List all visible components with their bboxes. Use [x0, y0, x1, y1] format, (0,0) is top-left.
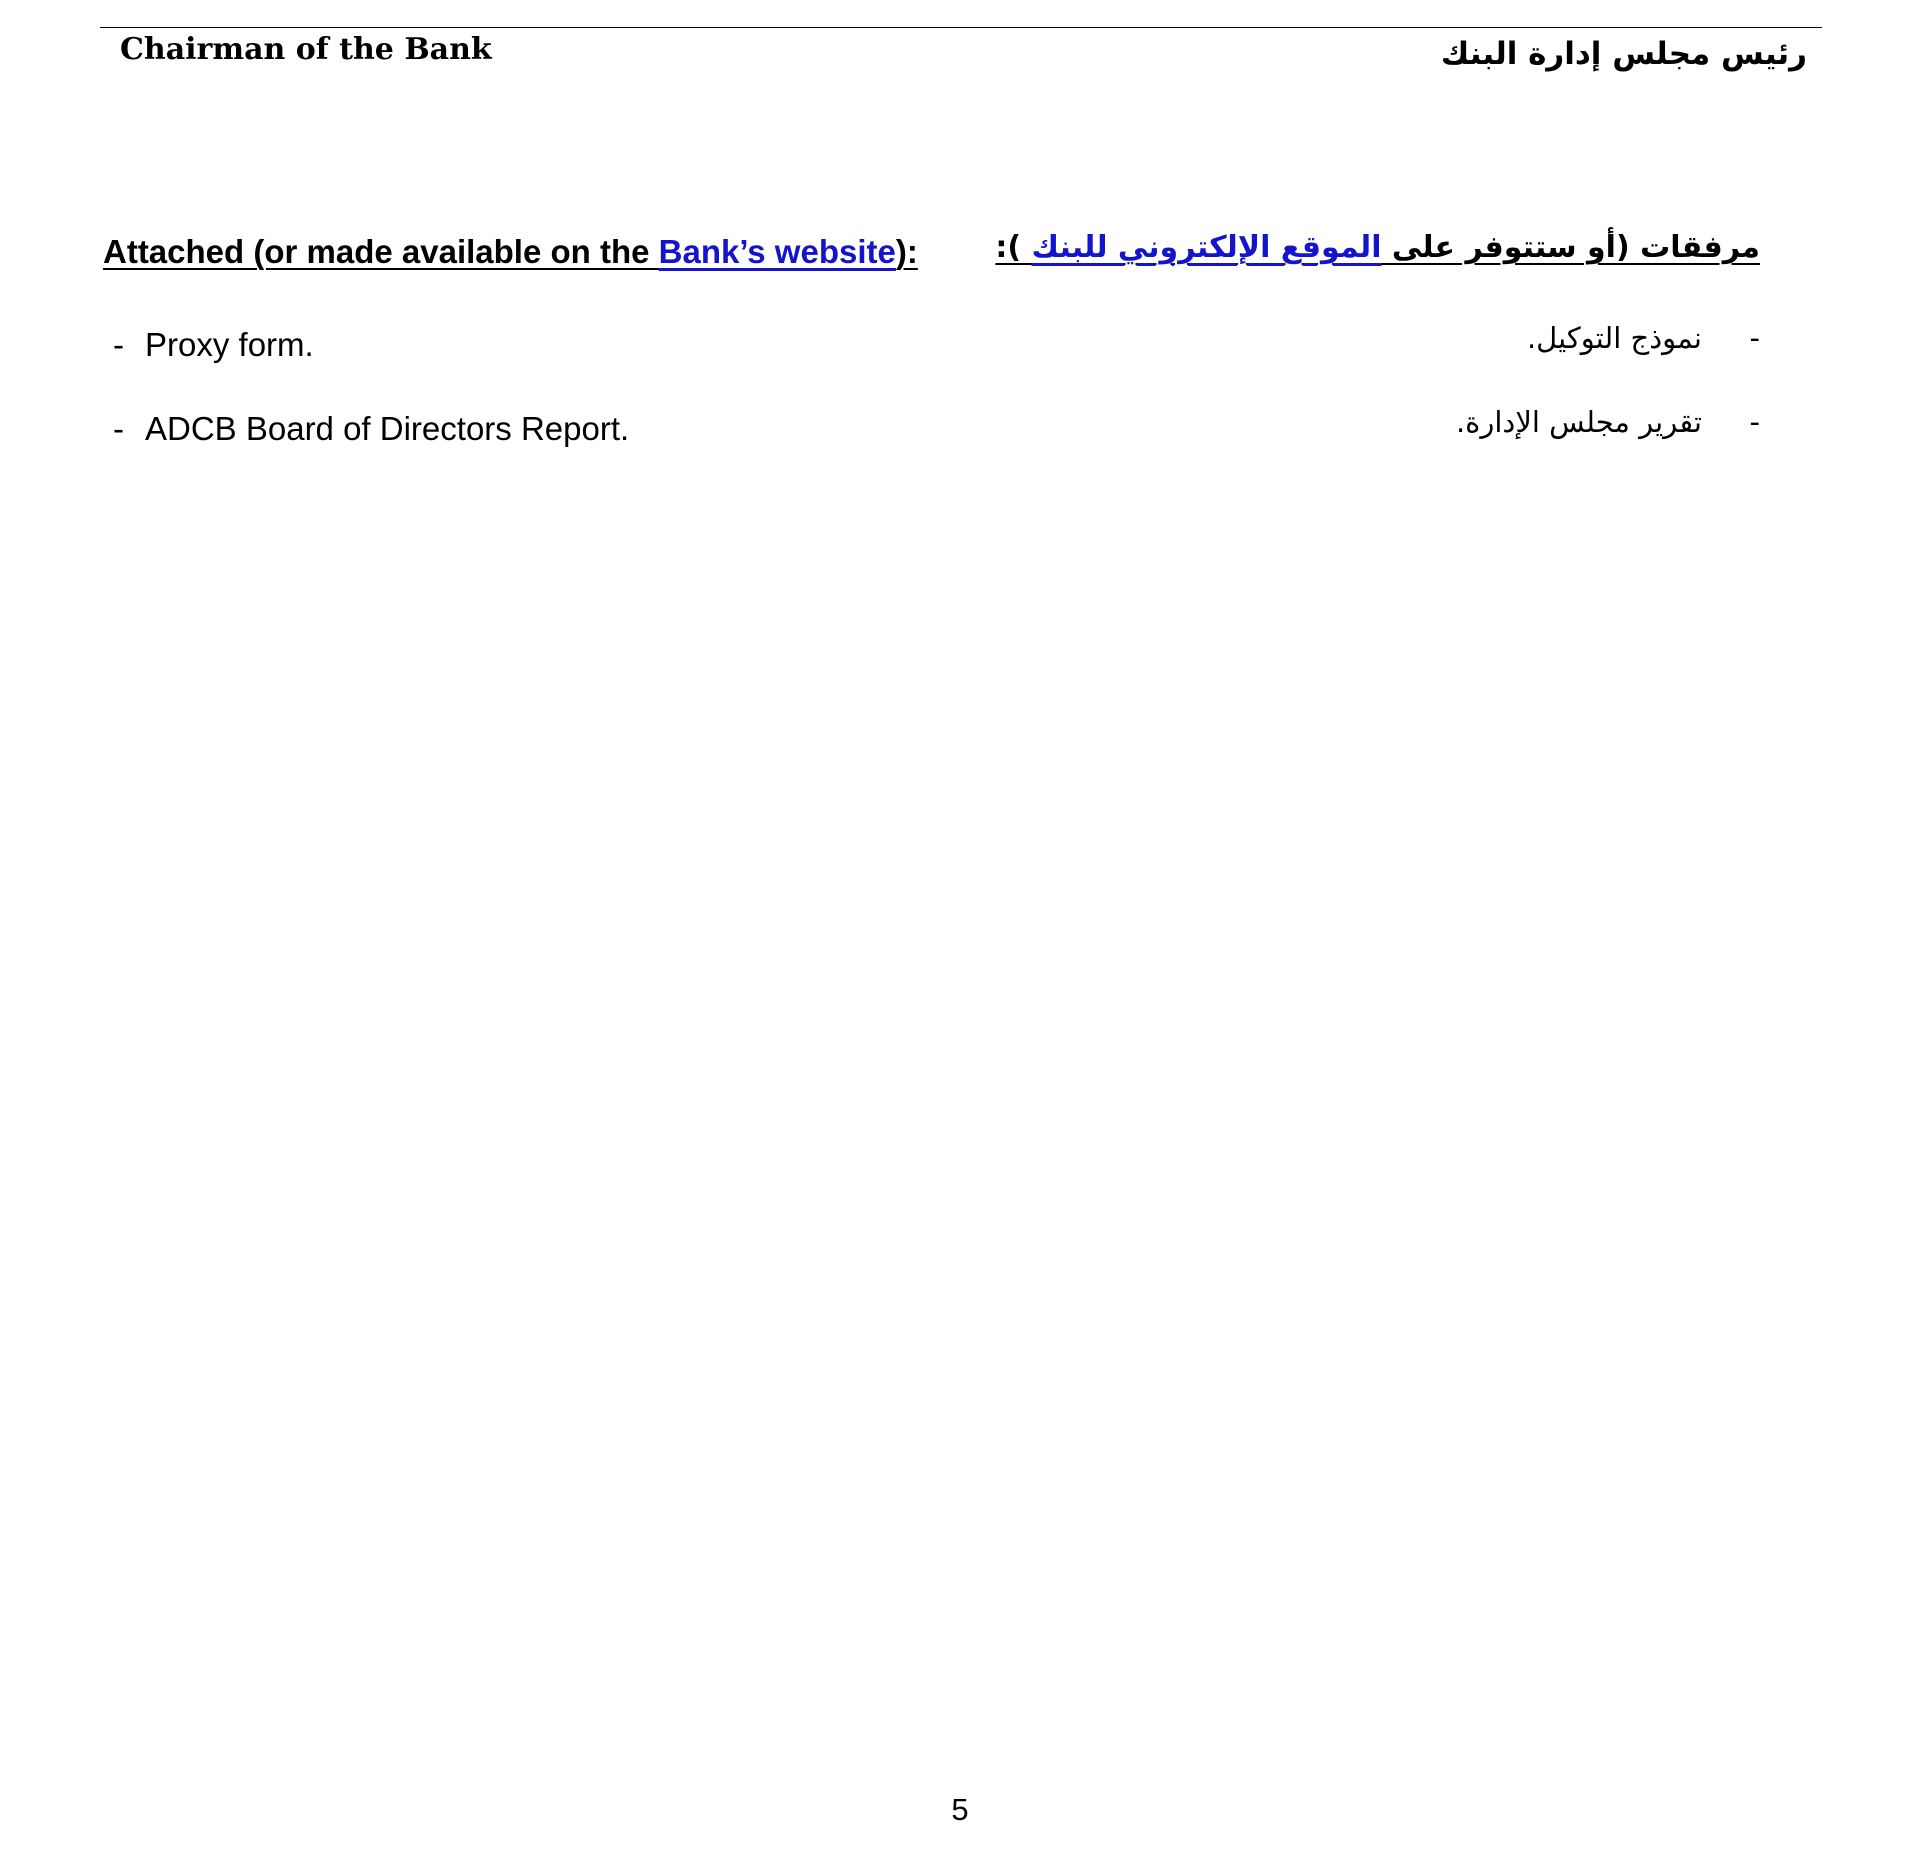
heading-en-text: Attached (or made available on the	[103, 233, 659, 270]
bullet-dash: -	[1749, 321, 1760, 355]
bank-website-link-arabic[interactable]: الموقع الإلكتروني للبنك	[1031, 230, 1382, 265]
heading-en-suffix: ):	[895, 233, 918, 270]
list-item-board-report-arabic	[1456, 400, 1760, 444]
list-item-board-report	[113, 407, 629, 451]
list-item-proxy-form-arabic	[1527, 316, 1760, 360]
list-item-label: نموذج التوكيل.	[1526, 321, 1702, 355]
page-number: 5	[951, 1792, 969, 1827]
list-item-proxy-form	[113, 323, 314, 367]
attachments-heading-arabic	[995, 226, 1760, 270]
bullet-dash: -	[1749, 405, 1760, 439]
heading-ar-text: مرفقات (أو ستتوفر على	[1381, 230, 1760, 265]
list-item-label: Proxy form.	[145, 326, 314, 363]
heading-ar-suffix: ):	[995, 230, 1032, 265]
header-rule	[100, 27, 1822, 28]
signature-title-english: Chairman of the Bank	[120, 32, 492, 67]
signature-title-arabic: رئيس مجلس إدارة البنك	[1440, 36, 1807, 72]
list-item-label: ADCB Board of Directors Report.	[145, 410, 630, 447]
list-item-label: تقرير مجلس الإدارة.	[1455, 405, 1702, 439]
bullet-dash: -	[113, 326, 124, 363]
bank-website-link[interactable]: Bank’s website	[658, 233, 896, 270]
bullet-dash: -	[113, 410, 124, 447]
attachments-heading-english	[103, 230, 918, 274]
